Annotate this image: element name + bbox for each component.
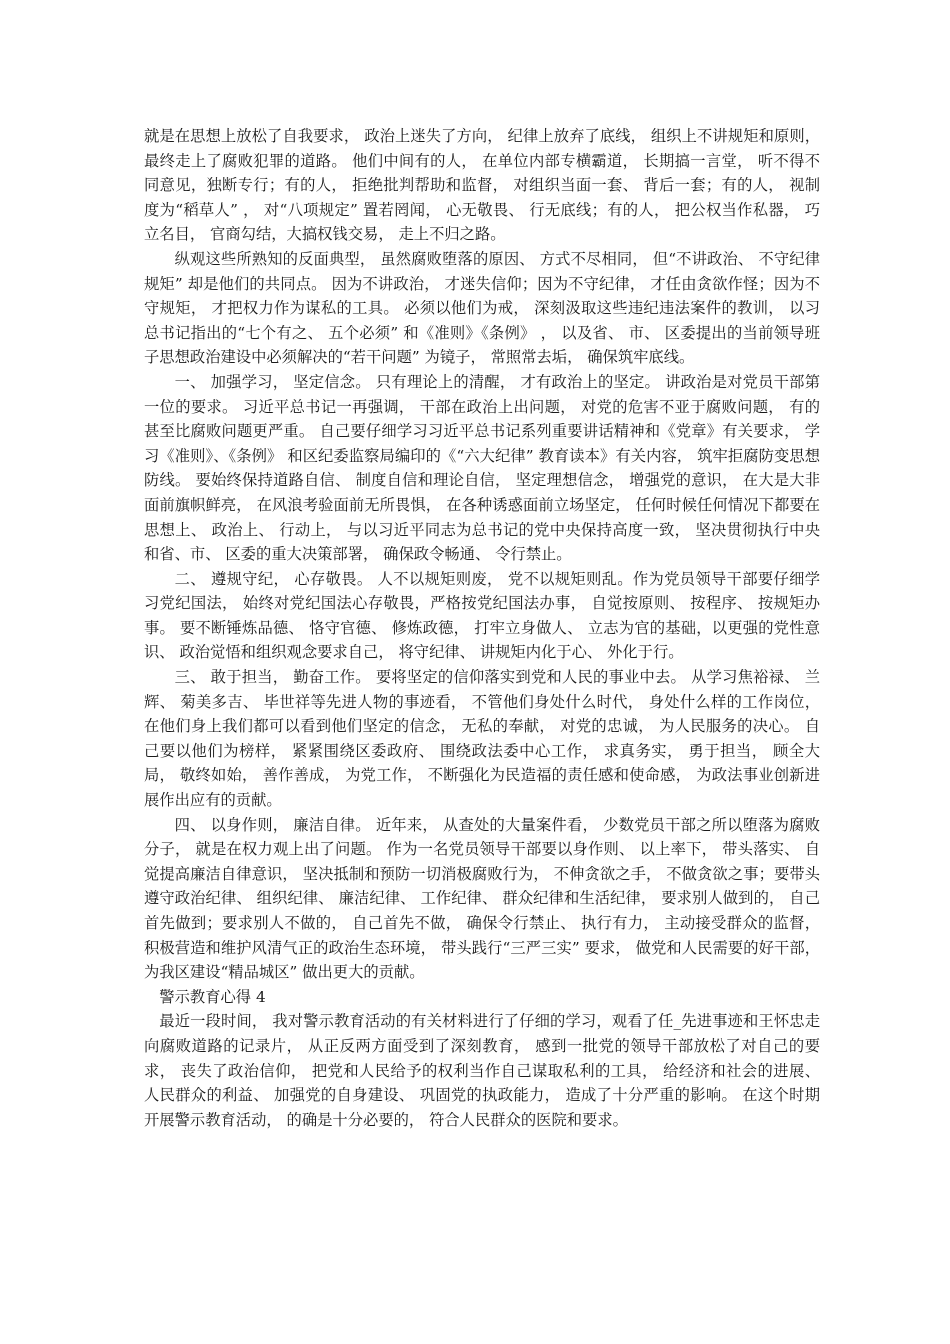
paragraph-point-four: 四、 以身作则， 廉洁自律。 近年来， 从查处的大量案件看， 少数党员干部之所以堕落为腐败分子， 就是在权力观上出了问题。 作为一名党员领导干部要以身作则、 以上率下， 带头落实、 自觉提高廉洁自律意识， 坚决抵制和预防一切消极腐败行为， 不伸贪欲之手， 不做贪欲之事；要带头遵守政治纪律、 组织纪律、 廉洁纪律、 工作纪律、 群众纪律和生活纪律， 要求别人做到的， 自己首先做到；要求别人不做的， 自己首先不做， 确保令行禁止、 执行有力， 主动接受群众的监督，积极营造和维护风清气正的政治生态环境， 带头践行“三严三实” 要求， 做党和人民需要的好干部， 为我区建设“精品城区” 做出更大的贡献。 bbox=[144, 815, 820, 982]
paragraph-point-three: 三、 敢于担当， 勤奋工作。 要将坚定的信仰落实到党和人民的事业中去。 从学习焦裕禄、 兰辉、 菊美多吉、 毕世祥等先进人物的事迹看， 不管他们身处什么时代， 身处什么样的工作岗位， 在他们身上我们都可以看到他们坚定的信念， 无私的奉献， 对党的忠诚， 为人民服务的决心。 自己要以他们为榜样， 紧紧围绕区委政府、 围绕政法委中心工作， 求真务实， 勇于担当， 顾全大局， 敬终如始， 善作善成， 为党工作， 不断强化为民造福的责任感和使命感， 为政法事业创新进展作出应有的贡献。 bbox=[144, 668, 820, 810]
paragraph-reflection: 纵观这些所熟知的反面典型， 虽然腐败堕落的原因、 方式不尽相同， 但“不讲政治、 不守纪律规矩” 却是他们的共同点。 因为不讲政治， 才迷失信仰；因为不守纪律， 才任由贪欲作怪；因为不守规矩， 才把权力作为谋私的工具。 必须以他们为戒， 深刻汲取这些违纪违法案件的教训， 以习总书记指出的“七个有之、 五个必须” 和《准则》《条例》 ， 以及省、 市、 区委提出的当前领导班子思想政治建设中必须解决的“若干问题” 为镜子， 常照常去垢， 确保筑牢底线。 bbox=[144, 249, 820, 367]
paragraph-continued-intro: 就是在思想上放松了自我要求， 政治上迷失了方向， 纪律上放弃了底线， 组织上不讲规矩和原则， 最终走上了腐败犯罪的道路。 他们中间有的人， 在单位内部专横霸道， 长期搞一言堂， 听不得不同意见，独断专行；有的人， 拒绝批判帮助和监督， 对组织当面一套、 背后一套；有的人， 视制度为“稻草人” ， 对“八项规定” 置若罔闻， 心无敬畏、 行无底线；有的人， 把公权当作私器， 巧立名目， 官商勾结，大搞权钱交易， 走上不归之路。 bbox=[144, 127, 820, 244]
section-heading: 警示教育心得 4 bbox=[159, 987, 266, 1006]
document-page bbox=[144, 124, 820, 1132]
paragraph-point-two: 二、 遵规守纪， 心存敬畏。 人不以规矩则废， 党不以规矩则乱。作为党员领导干部要仔细学习党纪国法， 始终对党纪国法心存敬畏，严格按党纪国法办事， 自觉按原则、 按程序、 按规矩办事。 要不断锤炼品德、 恪守官德、 修炼政德， 打牢立身做人、 立志为官的基础，以更强的党性意识、 政治觉悟和组织观念要求自己， 将守纪律、 讲规矩内化于心、 外化于行。 bbox=[144, 569, 820, 662]
paragraph-section-four-intro: 最近一段时间， 我对警示教育活动的有关材料进行了仔细的学习，观看了任_先进事迹和王怀忠走向腐败道路的记录片， 从正反两方面受到了深刻教育， 感到一批党的领导干部放松了对自己的要求， 丧失了政治信仰， 把党和人民给予的权利当作自己谋取私利的工具， 给经济和社会的进展、 人民群众的利益、 加强党的自身建设、 巩固党的执政能力， 造成了十分严重的影响。 在这个时期开展警示教育活动， 的确是十分必要的， 符合人民群众的医院和要求。 bbox=[144, 1012, 820, 1129]
paragraph-point-one: 一、 加强学习， 坚定信念。 只有理论上的清醒， 才有政治上的坚定。 讲政治是对党员干部第一位的要求。 习近平总书记一再强调， 干部在政治上出问题， 对党的危害不亚于腐败问题， 有的甚至比腐败问题更严重。 自己要仔细学习习近平总书记系列重要讲话精神和《党章》有关要求， 学习《准则》、《条例》 和区纪委监察局编印的《“六大纪律” 教育读本》有关内容， 筑牢拒腐防变思想防线。 要始终保持道路自信、 制度自信和理论自信， 坚定理想信念， 增强党的意识， 在大是大非面前旗帜鲜亮， 在风浪考验面前无所畏惧， 在各种诱惑面前立场坚定， 任何时候任何情况下都要在思想上、 政治上、 行动上， 与以习近平同志为总书记的党中央保持高度一致， 坚决贯彻执行中央和省、市、 区委的重大决策部署， 确保政令畅通、 令行禁止。 bbox=[144, 372, 820, 564]
